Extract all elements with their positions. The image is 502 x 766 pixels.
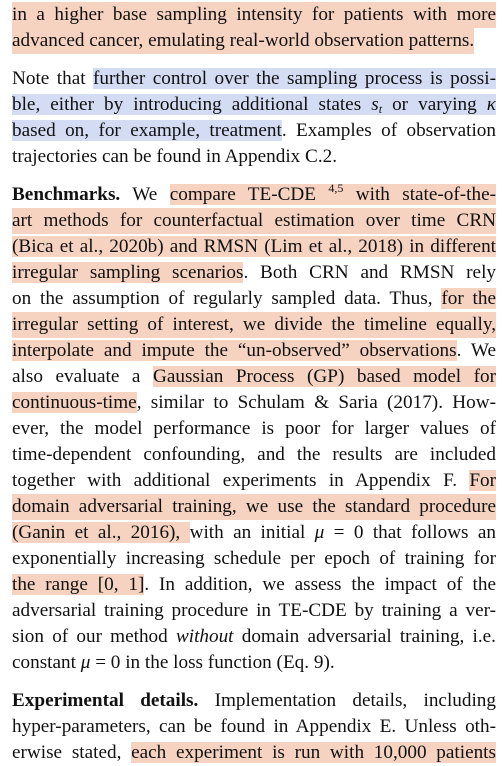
text-span: exponentially increasing schedule per epoch of training for xyxy=(12,548,496,569)
text-span: Note that xyxy=(12,68,94,89)
para3-line1 xyxy=(12,182,496,208)
para3-line2 xyxy=(12,208,496,234)
highlight-blue xyxy=(12,94,496,115)
footnote-marker: 4,5 xyxy=(328,182,344,195)
section-heading: Experimental details. xyxy=(12,690,199,711)
text-span: sion of our method xyxy=(12,626,176,647)
para3-line4 xyxy=(12,260,496,286)
text-span: together with additional experiments in Appendix F. xyxy=(12,470,470,491)
text-span: constant xyxy=(12,652,81,673)
text-span: on the assumption of regularly sampled data. Thus, xyxy=(12,288,442,309)
text-span: domain adversarial training, i.e. xyxy=(233,626,496,647)
highlight-blue: further control over the sampling process is possi- xyxy=(93,68,496,89)
highlight-orange: interpolate and impute the “un-observed” observations xyxy=(12,340,457,361)
para3-line16 xyxy=(12,572,496,598)
para3-line19 xyxy=(12,650,496,676)
text-span: Implementation details, including xyxy=(198,690,496,711)
para3-line7 xyxy=(12,338,496,364)
highlight-orange xyxy=(170,184,496,205)
para2-line2 xyxy=(12,92,496,118)
text-span: ble, either by introducing additional states xyxy=(12,94,372,115)
highlight-orange: Gaussian Process (GP) based model for xyxy=(152,366,496,387)
text-span: domain adversarial training, we use the standard procedure xyxy=(12,496,496,517)
para3-line18 xyxy=(12,624,496,650)
highlight-orange: for the xyxy=(441,288,496,309)
text-span: , similar to Schulam & Saria (2017). How- xyxy=(136,392,496,413)
text-span: compare TE-CDE xyxy=(169,184,329,205)
highlight-blue: based on, for example, treatment xyxy=(12,120,282,141)
para3-line12 xyxy=(12,468,496,494)
highlight-orange: (Bica et al., 2020b) and RMSN (Lim et al., 2018) in different xyxy=(12,236,496,257)
text-span: time-dependent confounding, and the results are included xyxy=(12,444,496,465)
text-span: the range xyxy=(12,574,98,595)
text-span: hyper-parameters, can be found in Appendix E. Unless oth- xyxy=(12,716,496,737)
para3-line6 xyxy=(12,312,496,338)
text-span: with an initial xyxy=(189,522,315,543)
text-span: irregular setting of interest, we divide the timeline equally, xyxy=(12,314,496,335)
para1-line2 xyxy=(12,28,474,54)
text-span: adversarial training procedure in TE-CDE by training a ver- xyxy=(12,600,496,621)
para4-line3 xyxy=(12,740,496,766)
para4-line1 xyxy=(12,688,496,714)
para1-line1 xyxy=(12,2,496,28)
text-span: art methods for counterfactual estimation over time CRN xyxy=(12,210,496,231)
para3-line13 xyxy=(12,494,496,520)
para3-line15 xyxy=(12,546,496,572)
text-span: advanced cancer, emulating real-world observation patterns. xyxy=(12,30,475,51)
para2-line1 xyxy=(12,66,496,92)
highlight-orange xyxy=(12,574,144,595)
text-span: . We xyxy=(456,340,496,361)
para4-line2 xyxy=(12,714,496,740)
math-symbol: μ xyxy=(80,652,91,673)
text-span: with state-of-the- xyxy=(343,184,496,205)
text-span: . Both CRN and RMSN rely xyxy=(243,262,496,283)
math-symbol: μ xyxy=(314,522,325,543)
para3-line11 xyxy=(12,442,496,468)
highlight-orange: irregular sampling scenarios xyxy=(12,262,244,283)
highlight-orange: For xyxy=(469,470,496,491)
para3-line14 xyxy=(12,520,496,546)
text-span: also evaluate a xyxy=(12,366,153,387)
math-symbol: s xyxy=(371,94,379,115)
para3-line9 xyxy=(12,390,496,416)
text-span: = 0 in the loss function (Eq. 9). xyxy=(90,652,335,673)
highlight-orange: each experiment is run with 10,000 patients xyxy=(131,742,496,763)
para3-line5 xyxy=(12,286,496,312)
math-symbol: κ xyxy=(486,94,496,115)
para3-line10 xyxy=(12,416,496,442)
text-span: or varying xyxy=(382,94,487,115)
text-span: erwise stated, xyxy=(12,742,132,763)
section-heading: Benchmarks. xyxy=(12,184,121,205)
para2-line3 xyxy=(12,118,496,144)
math-subscript: t xyxy=(378,102,383,116)
text-span: = 0 that follows an xyxy=(324,522,496,543)
highlight-orange: continuous-time xyxy=(12,392,137,413)
text-span: trajectories can be found in Appendix C.2. xyxy=(12,146,338,167)
text-span: ever, the model performance is poor for larger values of xyxy=(12,418,496,439)
para3-line3 xyxy=(12,234,496,260)
text-span: We xyxy=(120,184,170,205)
text-span: . Examples of observation xyxy=(281,120,496,141)
para3-line8 xyxy=(12,364,496,390)
text-span: . In addition, we assess the impact of the xyxy=(144,574,496,595)
para2-line4 xyxy=(12,144,496,170)
math-interval: [0, 1] xyxy=(97,574,145,595)
text-span: in a higher base sampling intensity for patients with more xyxy=(12,4,496,25)
text-span xyxy=(190,522,496,543)
highlight-orange: (Ganin et al., 2016), xyxy=(12,522,190,543)
emphasis-text: without xyxy=(175,626,234,647)
para3-line17 xyxy=(12,598,496,624)
